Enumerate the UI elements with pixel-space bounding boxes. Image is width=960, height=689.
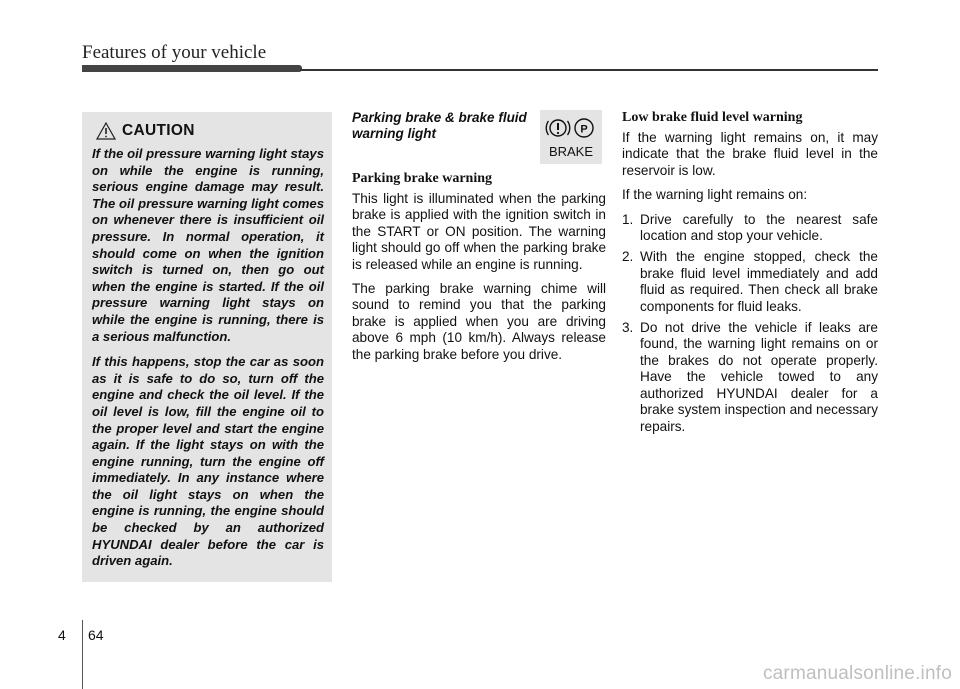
- body-paragraph: If the warning light remains on, it may indicate that the brake fluid level in the reservoir is low.: [622, 130, 878, 178]
- body-paragraph: This light is illuminated when the parking brake is applied with the ignition switch in the START or ON position. The warning light should go off when the parking brake is released while an engine is running.: [352, 191, 606, 272]
- section-title: Parking brake & brake fluid warning light: [352, 110, 527, 141]
- body-paragraph: If the warning light remains on:: [622, 187, 808, 203]
- list-item: [622, 320, 878, 435]
- caution-box: [82, 112, 332, 582]
- watermark: carmanualsonline.info: [762, 663, 952, 684]
- step-number: 3.: [622, 320, 634, 336]
- step-text: With the engine stopped, check the brake fluid level immediately and add fluid as required. Then check all brake components for fluid leaks.: [640, 249, 878, 314]
- step-text: Do not drive the vehicle if leaks are found, the warning light remains on or the brakes do not operate properly. Have the vehicle towed to any authorized HYUNDAI dealer for a brake system inspection and necessary repairs.: [640, 320, 879, 434]
- body-paragraph: The parking brake warning chime will sound to remind you that the parking brake is applied when you are driving above 6 mph (10 km/h). Always release the parking brake before you drive.: [352, 281, 606, 362]
- step-number: 1.: [622, 211, 634, 227]
- list-item: [622, 212, 878, 245]
- steps-list: [622, 212, 878, 435]
- page-header-title: Features of your vehicle: [82, 42, 267, 63]
- caution-paragraph: If this happens, stop the car as soon as it is safe to do so, turn off the engine and check the oil level. If the oil level is low, fill the engine oil to the proper level and start the engine again. If the light stays on with the engine running, turn the engine off immediately. In any instance where the oil light stays on when the engine is running, the engine should be checked by an authorized HYUNDAI dealer before the car is driven again.: [92, 354, 324, 569]
- step-number: 2.: [622, 249, 634, 265]
- subheading: Low brake fluid level warning: [622, 110, 803, 125]
- warning-triangle-icon: [96, 122, 116, 140]
- header-rule-thick: [82, 65, 302, 72]
- svg-text:P: P: [580, 123, 588, 136]
- low-fluid-section: [622, 110, 878, 440]
- page-number: 64: [88, 627, 104, 643]
- chapter-number: 4: [58, 627, 66, 643]
- list-item: [622, 249, 878, 315]
- header-rule-thin: [300, 69, 878, 71]
- caution-paragraph: If the oil pressure warning light stays on while the engine is running, serious engine damage may result. The oil pressure warning light comes on whenever there is insufficient oil pressure. In normal operation, it should come on when the ignition switch is turned on, then go out when the engine is started. If the oil pressure warning light stays on while the engine is running, there is a serious malfunction.: [92, 146, 324, 344]
- footer-divider: [82, 620, 83, 689]
- caution-title: CAUTION: [122, 122, 195, 139]
- brake-icon-label: BRAKE: [548, 144, 594, 159]
- step-text: Drive carefully to the nearest safe location and stop your vehicle.: [640, 211, 878, 244]
- caution-heading: [96, 122, 324, 140]
- subheading: Parking brake warning: [352, 171, 493, 186]
- brake-warning-icon: [540, 110, 602, 164]
- parking-brake-section: [352, 110, 606, 371]
